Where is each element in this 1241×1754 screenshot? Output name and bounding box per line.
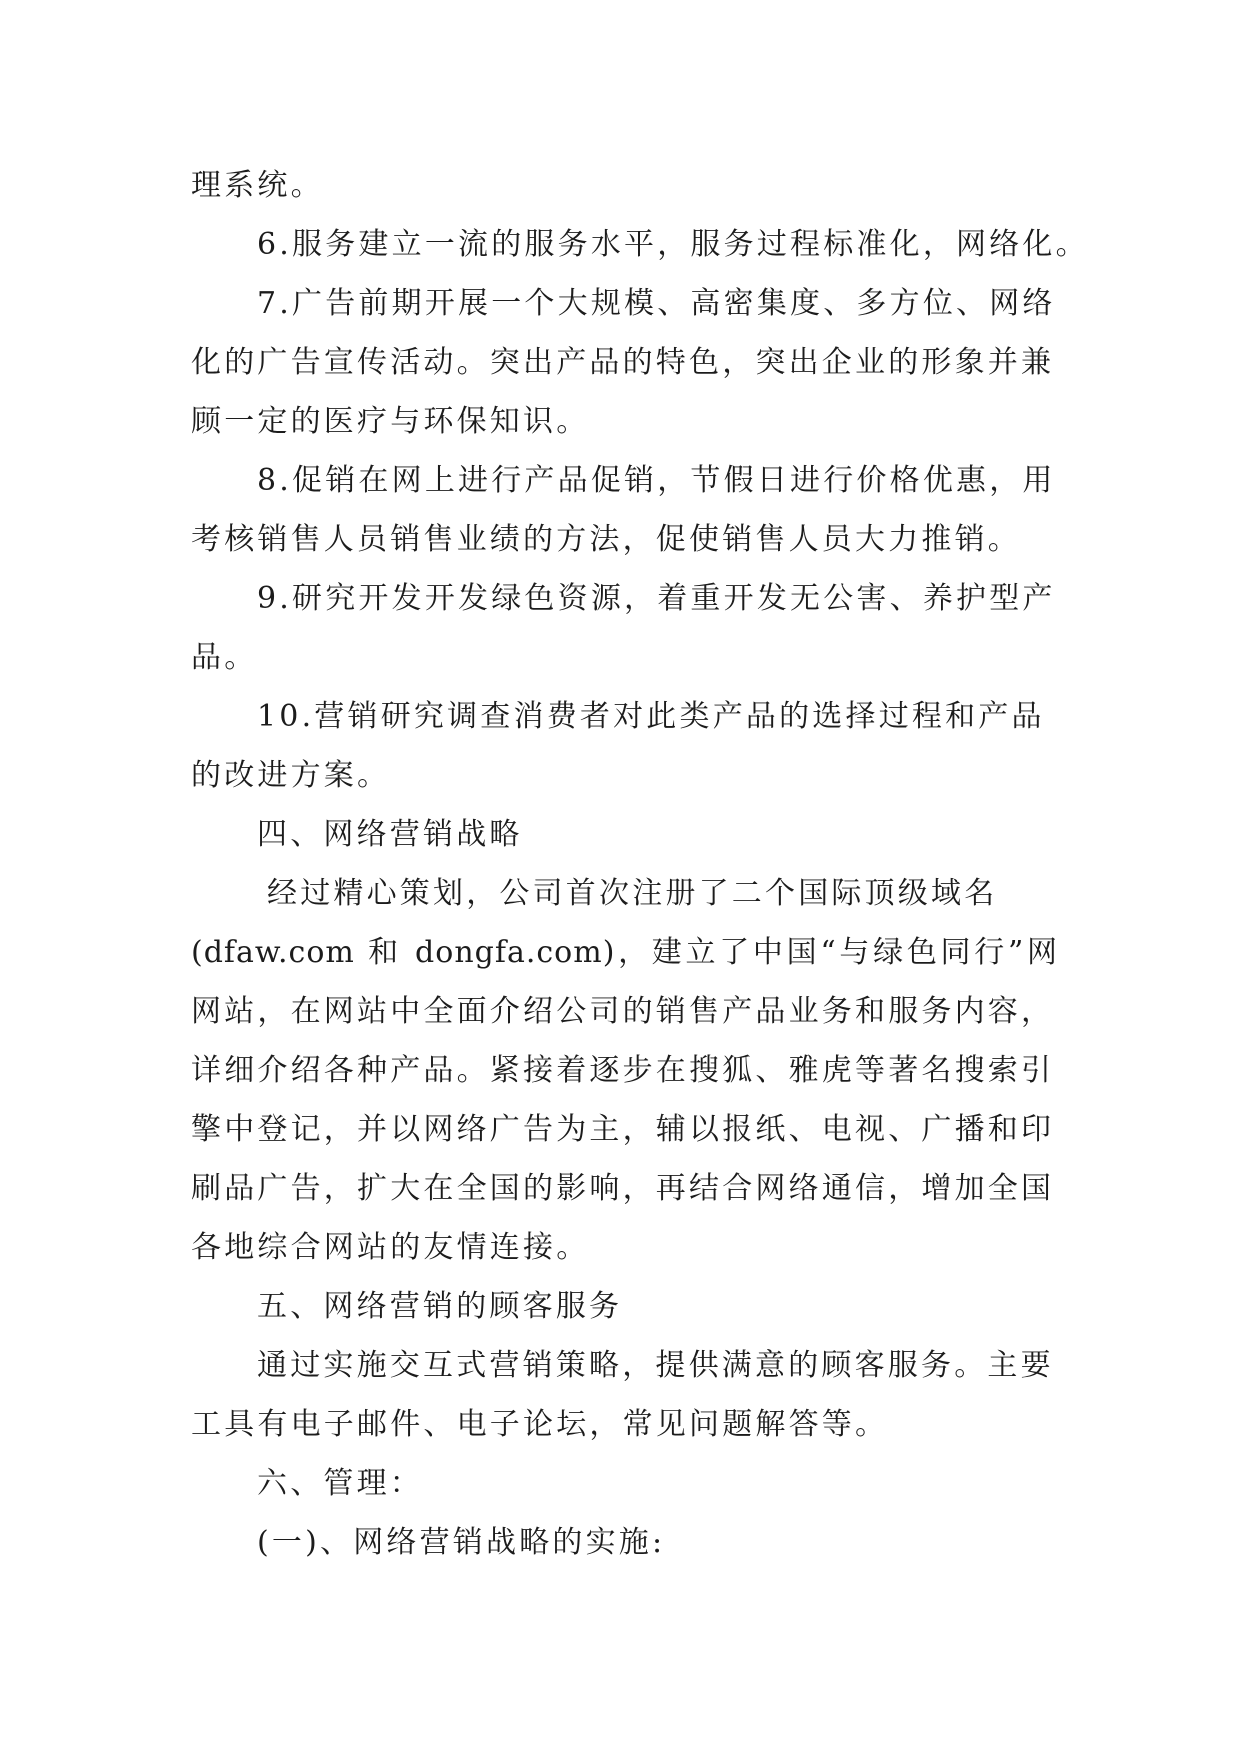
text-line: 网站，在网站中全面介绍公司的销售产品业务和服务内容， <box>191 994 1055 1029</box>
text-line: 7.广告前期开展一个大规模、高密集度、多方位、网络 <box>257 286 1056 321</box>
paragraph <box>191 1336 1058 1454</box>
text-line: 理系统。 <box>191 168 324 203</box>
text-line: 通过实施交互式营销策略，提供满意的顾客服务。主要 <box>257 1348 1054 1383</box>
text-line: 工具有电子邮件、电子论坛，常见问题解答等。 <box>191 1407 889 1442</box>
heading-text: 四、网络营销战略 <box>257 817 523 852</box>
paragraph <box>191 274 1058 451</box>
section-heading <box>191 1454 1058 1513</box>
text-line: 8.促销在网上进行产品促销，节假日进行价格优惠，用 <box>257 463 1056 498</box>
text-line: 擎中登记，并以网络广告为主，辅以报纸、电视、广播和印 <box>191 1112 1055 1147</box>
paragraph <box>191 156 1058 215</box>
heading-text: 五、网络营销的顾客服务 <box>257 1289 623 1324</box>
text-line: 各地综合网站的友情连接。 <box>191 1230 590 1265</box>
paragraph <box>191 569 1058 687</box>
text-line: 化的广告宣传活动。突出产品的特色，突出企业的形象并兼 <box>191 345 1055 380</box>
text-line: 考核销售人员销售业绩的方法，促使销售人员大力推销。 <box>191 522 1021 557</box>
text-line: 品。 <box>191 640 258 675</box>
text-line: 经过精心策划，公司首次注册了二个国际顶级域名 <box>267 876 998 911</box>
text-line: 详细介绍各种产品。紧接着逐步在搜狐、雅虎等著名搜索引 <box>191 1053 1055 1088</box>
text-line: 刷品广告，扩大在全国的影响，再结合网络通信，增加全国 <box>191 1171 1055 1206</box>
heading-text: (一)、网络营销战略的实施: <box>257 1525 666 1560</box>
document-body <box>191 156 1089 1572</box>
subsection-heading <box>191 1513 1058 1572</box>
text-line: 9.研究开发开发绿色资源，着重开发无公害、养护型产 <box>257 581 1056 616</box>
text-line: 顾一定的医疗与环保知识。 <box>191 404 590 439</box>
text-line: 的改进方案。 <box>191 758 391 793</box>
paragraph <box>191 687 1058 805</box>
section-heading <box>191 805 1058 864</box>
paragraph <box>191 864 1058 1277</box>
paragraph <box>191 451 1058 569</box>
text-line: (dfaw.com 和 dongfa.com)，建立了中国“与绿色同行”网 <box>191 935 1058 970</box>
paragraph <box>191 215 1089 274</box>
text-line: 6.服务建立一流的服务水平，服务过程标准化，网络化。 <box>257 227 1089 262</box>
text-line: 10.营销研究调查消费者对此类产品的选择过程和产品 <box>257 699 1045 734</box>
heading-text: 六、管理： <box>257 1466 423 1501</box>
section-heading <box>191 1277 1058 1336</box>
